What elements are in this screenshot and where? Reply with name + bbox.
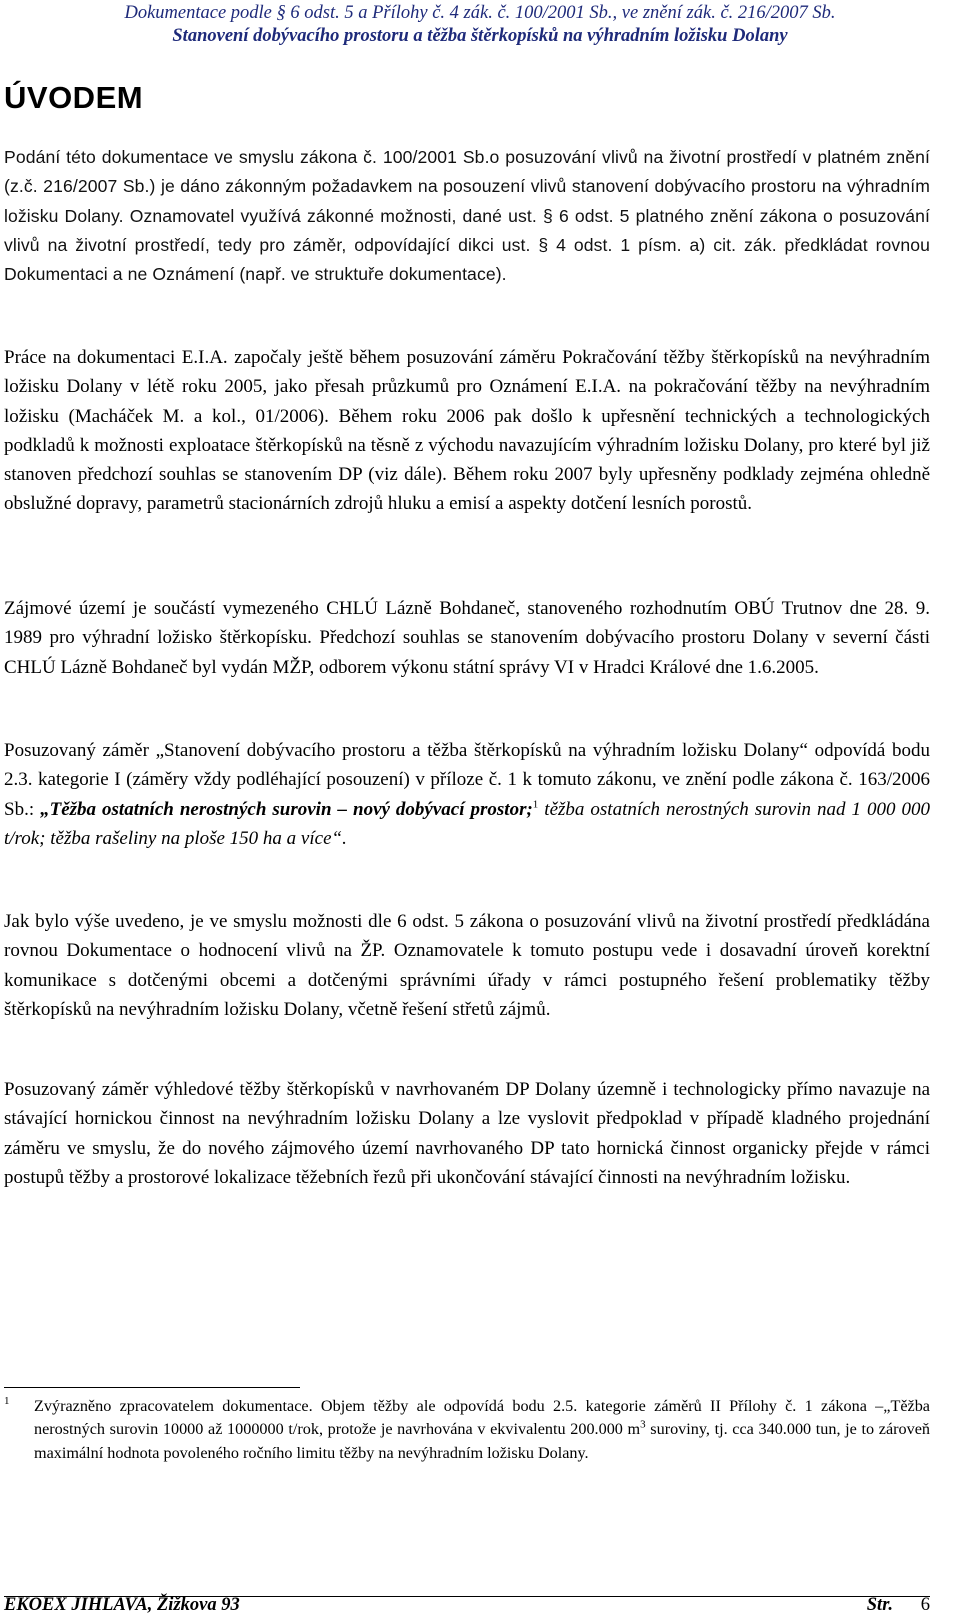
footnote-number: 1	[4, 1395, 10, 1407]
header-project-title: Stanovení dobývacího prostoru a těžba štěrkopísků na výhradním ložisku Dolany	[172, 26, 788, 46]
page-footer	[4, 1593, 930, 1617]
footnote-reference[interactable]: 1	[532, 798, 539, 811]
legal-quote-italic: těžba ostatních nerostných surovin nad 1 000 000 t/rok; těžba rašeliny na ploše 150 ha a více“.	[4, 798, 930, 849]
footer-page	[867, 1593, 930, 1617]
paragraph-continuation: Posuzovaný záměr výhledové těžby štěrkopísků v navrhovaném DP Dolany územně i technologicky přímo navazuje na stávající hornickou činnost na nevýhradním ložisku Dolany a lze vyslovit předpoklad v případě kladného projednání záměru ve smyslu, že do nového zájmového území navrhovaného DP tato hornická činnost organicky přejde v rámci postupů těžby a prostorové lokalizace těžebních řezů při ukončování stávající činnosti na nevýhradním ložisku.	[4, 1079, 930, 1188]
paragraph-project-category-text: Posuzovaný záměr „Stanovení dobývacího prostoru a těžba štěrkopísků na výhradním ložisku Dolany“ odpovídá bodu 2.3. kategorie I (záměry vždy podléhající posouzení) v příloze č. 1 k tomuto zákonu, ve znění podle zákona č. 163/2006 Sb.:	[4, 740, 930, 820]
page-header	[0, 2, 960, 48]
paragraph-procedure: Jak bylo výše uvedeno, je ve smyslu možnosti dle 6 odst. 5 zákona o posuzování vlivů na životní prostředí předkládána rovnou Dokumentace o hodnocení vlivů na ŽP. Oznamovatele k tomuto postupu vede i dosavadní úroveň korektní komunikace s dotčenými obcemi a dotčenými správními úřady v rámci postupného řešení problematiky těžby štěrkopísků na nevýhradním ložisku Dolany, včetně řešení střetů zájmů.	[4, 911, 930, 1020]
legal-quote-bold: „Těžba ostatních nerostných surovin – nový dobývací prostor;	[40, 798, 533, 820]
footer-company: EKOEX JIHLAVA, Žižkova 93	[4, 1595, 240, 1615]
paragraph-area: Zájmové území je součástí vymezeného CHLÚ Lázně Bohdaneč, stanoveného rozhodnutím OBÚ Trutnov dne 28. 9. 1989 pro výhradní ložisko štěrkopísku. Předchozí souhlas se stanovením dobývacího prostoru Dolany v severní části CHLÚ Lázně Bohdaneč byl vydán MŽP, odborem výkonu státní správy VI v Hradci Králové dne 1.6.2005.	[4, 598, 930, 678]
footnote-separator	[4, 1387, 300, 1388]
paragraph-work-history: Práce na dokumentaci E.I.A. započaly ještě během posuzování záměru Pokračování těžby štěrkopísků na nevýhradním ložisku Dolany v létě roku 2005, jako přesah průzkumů pro Oznámení E.I.A. na pokračování těžby na nevýhradním ložisku (Macháček M. a kol., 01/2006). Během roku 2006 pak došlo k upřesnění technických a technologických podkladů k možnosti exploatace štěrkopísků na těsně z východu navazujícím výhradním ložisku Dolany, pro které byl již stanoven předchozí souhlas se stanovením DP (viz dále). Během roku 2007 byly upřesněny podklady zejména ohledně obslužné dopravy, parametrů stacionárních zdrojů hluku a emisí a aspekty dotčení lesních porostů.	[4, 347, 930, 515]
header-document-reference: Dokumentace podle § 6 odst. 5 a Přílohy č. 4 zák. č. 100/2001 Sb., ve znění zák. č. 216/2007 Sb.	[124, 3, 836, 23]
footnote-text-part-b: suroviny, tj. cca 340.000 tun, je to zároveň maximální hodnota povoleného ročního limitu těžby na nevýhradním ložisku Dolany.	[34, 1420, 930, 1462]
footnote-text-part-a: Zvýrazněno zpracovatelem dokumentace. Objem těžby ale odpovídá bodu 2.5. kategorie záměrů II Přílohy č. 1 zákona –„Těžba nerostných surovin 10000 až 1000000 t/rok, protože je navrhována v ekvivalentu 200.000 m	[34, 1397, 930, 1439]
footnote	[4, 1395, 930, 1465]
paragraph-intro: Podání této dokumentace ve smyslu zákona č. 100/2001 Sb.o posuzování vlivů na životní prostředí v platném znění (z.č. 216/2007 Sb.) je dáno zákonným požadavkem na posouzení vlivů stanovení dobývacího prostoru na výhradním ložisku Dolany. Oznamovatel využívá zákonné možnosti, dané ust. § 6 odst. 5 platného znění zákona o posuzování vlivů na životní prostředí, tedy pro záměr, odpovídající dikci ust. § 4 odst. 1 písm. a) cit. zák. předkládat rovnou Dokumentaci a ne Oznámení (např. ve struktuře dokumentace).	[4, 147, 930, 285]
section-title: ÚVODEM	[4, 80, 144, 115]
paragraph-project-category	[4, 736, 930, 853]
footnote-text	[4, 1395, 930, 1465]
footer-page-label: Str.	[866, 1595, 893, 1615]
footnote-superscript: 3	[640, 1418, 646, 1431]
footer-page-number: 6	[920, 1595, 930, 1615]
